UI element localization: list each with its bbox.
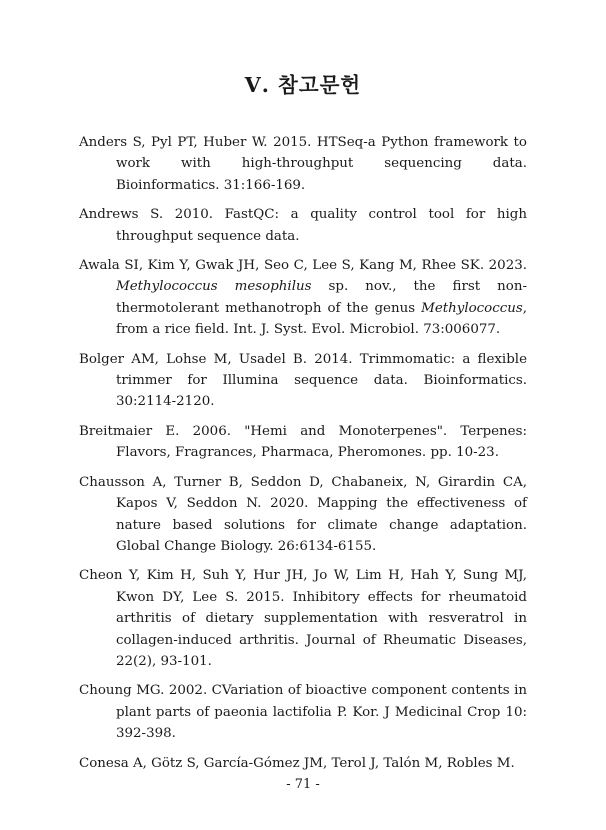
reference-item: Breitmaier E. 2006. "Hemi and Monoterpenes". Terpenes: Flavors, Fragrances, Pharmaca, Pheromones. pp. 10-23. [79, 423, 527, 461]
species-name: Methylococcus mesophilus [116, 279, 312, 295]
reference-item: Conesa A, Götz S, García-Gómez JM, Terol J, Talón M, Robles M. [79, 755, 515, 771]
reference-item: Bolger AM, Lohse M, Usadel B. 2014. Trimmomatic: a flexible trimmer for Illumina sequence data. Bioinformatics. 30:2114-2120. [79, 351, 527, 410]
page-number: - 71 - [286, 777, 320, 792]
genus-name: Methylococcus [421, 300, 523, 316]
reference-item: Chausson A, Turner B, Seddon D, Chabaneix, N, Girardin CA, Kapos V, Seddon N. 2020. Mapping the effectiveness of nature based solutions for climate change adaptation. Global Change Biology. 26:6134-6155. [79, 474, 527, 554]
reference-item: Anders S, Pyl PT, Huber W. 2015. HTSeq-a Python framework to work with high-throughput sequencing data. Bioinformatics. 31:166-169. [79, 135, 527, 193]
reference-text: sp. nov., the first non-thermotolerant methanotroph of the genus [116, 279, 527, 316]
reference-item: Andrews S. 2010. FastQC: a quality control tool for high throughput sequence data. [79, 207, 527, 244]
reference-item: Cheon Y, Kim H, Suh Y, Hur JH, Jo W, Lim H, Hah Y, Sung MJ, Kwon DY, Lee S. 2015. Inhibitory effects for rheumatoid arthritis of dietary supplementation with resveratrol in collagen-induced arthritis. Journal of Rheumatic Diseases, 22(2), 93-101. [79, 568, 527, 669]
reference-text: , from a rice field. Int. J. Syst. Evol. Microbiol. 73:006077. [116, 300, 527, 338]
reference-text: Awala SI, Kim Y, Gwak JH, Seo C, Lee S, Kang M, Rhee SK. 2023. [79, 258, 527, 274]
page-title: Ⅴ. 참고문헌 [244, 73, 362, 97]
reference-item: Choung MG. 2002. CVariation of bioactive component contents in plant parts of paeonia lactifolia P. Kor. J Medicinal Crop 10: 392-398. [79, 683, 527, 742]
reference-list [79, 132, 527, 782]
reference-item [79, 255, 527, 341]
